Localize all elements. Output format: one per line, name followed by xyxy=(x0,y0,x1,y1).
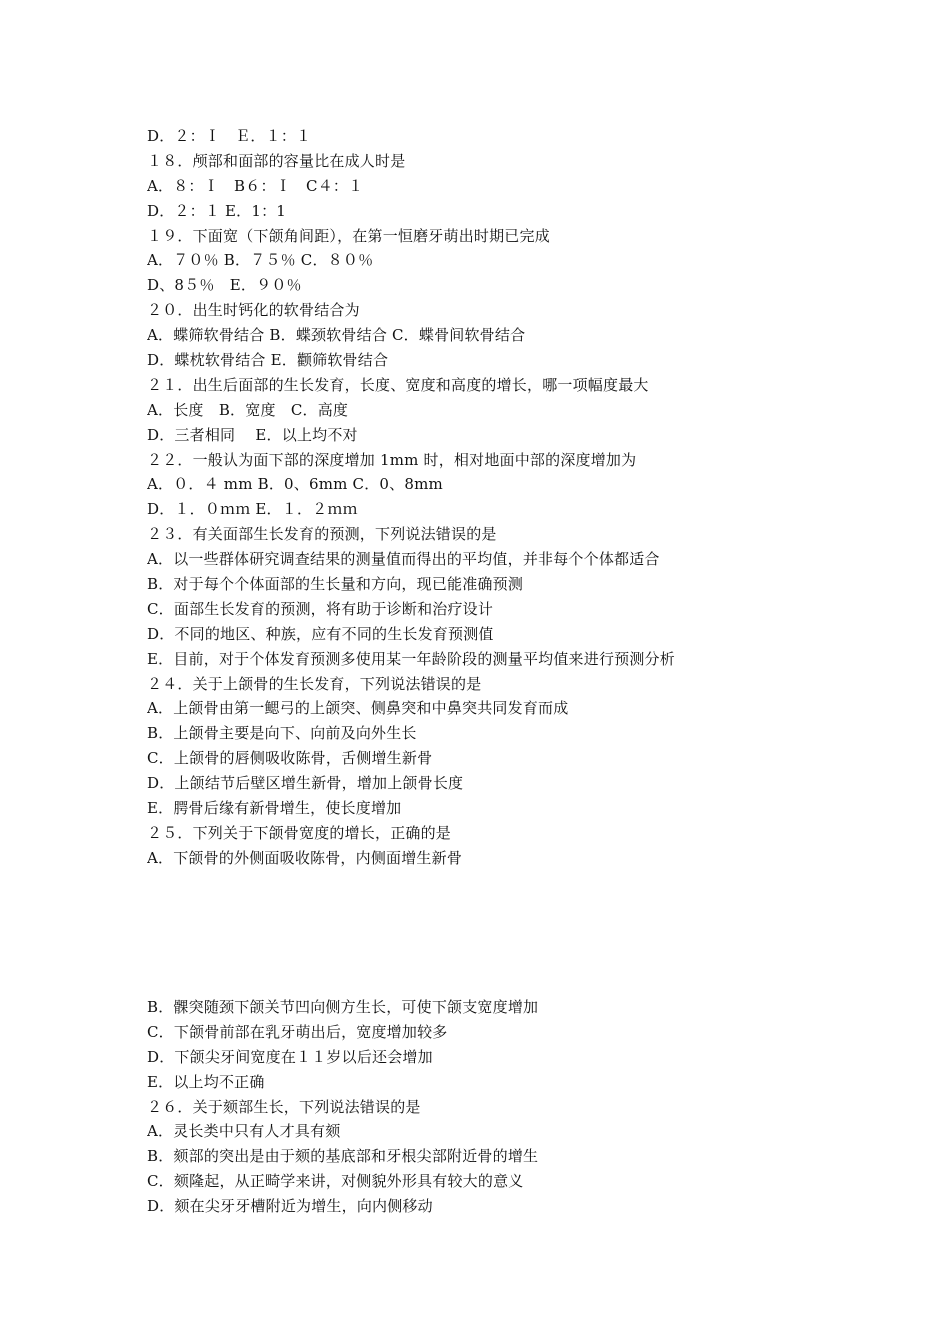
text-line: C．下颌骨前部在乳牙萌出后，宽度增加较多 xyxy=(147,1022,448,1041)
text-line: A．以一些群体研究调查结果的测量值而得出的平均值，并非每个个体都适合 xyxy=(147,550,660,569)
question-23: ２３．有关面部生长发育的预测，下列说法错误的是 xyxy=(147,525,497,544)
text-line: C．上颌骨的唇侧吸收陈骨，舌侧增生新骨 xyxy=(147,749,433,768)
text-line: A．８：Ｉ B６：Ｉ C４：１ xyxy=(147,176,364,195)
text-line: D．２：１ E．1：1 xyxy=(147,201,287,220)
text-line: A．０．４ mm B．0、6mm C．0、8mm xyxy=(147,475,443,494)
text-line: A．蝶筛软骨结合 B．蝶颈软骨结合 C．蝶骨间软骨结合 xyxy=(147,326,526,345)
question-22: ２２．一般认为面下部的深度增加 1mm 时，相对地面中部的深度增加为 xyxy=(147,450,637,469)
text-line: A．７０％ B．７５％ C．８０％ xyxy=(147,251,374,270)
text-line: A．灵长类中只有人才具有颏 xyxy=(147,1122,341,1141)
text-line: C．颏隆起，从正畸学来讲，对侧貌外形具有较大的意义 xyxy=(147,1172,524,1191)
text-line: D．２：Ｉ Ｅ．１：１ xyxy=(147,127,312,145)
question-26: ２６．关于颏部生长，下列说法错误的是 xyxy=(147,1097,421,1116)
text-line: E．腭骨后缘有新骨增生，使长度增加 xyxy=(147,799,402,818)
text-line: E．目前，对于个体发育预测多使用某一年龄阶段的测量平均值来进行预测分析 xyxy=(147,649,675,668)
text-line: A．长度 B．宽度 C．高度 xyxy=(147,400,349,419)
text-line: E．以上均不正确 xyxy=(147,1072,265,1091)
text-line: D．颏在尖牙牙槽附近为增生，向内侧移动 xyxy=(147,1197,433,1216)
text-line: B．上颌骨主要是向下、向前及向外生长 xyxy=(147,724,417,743)
text-line: D．不同的地区、种族，应有不同的生长发育预测值 xyxy=(147,624,494,643)
question-25: ２５．下列关于下颌骨宽度的增长，正确的是 xyxy=(147,823,452,842)
text-line: D．下颌尖牙间宽度在１１岁以后还会增加 xyxy=(147,1047,433,1066)
text-line: D．上颌结节后壁区增生新骨，增加上颌骨长度 xyxy=(147,774,464,793)
text-line: D．三者相同 E．以上均不对 xyxy=(147,425,358,444)
text-line: D、8５％ E．９０％ xyxy=(147,276,302,295)
text-line: B．髁突随颈下颌关节凹向侧方生长，可使下颌支宽度增加 xyxy=(147,998,539,1016)
question-21: ２１．出生后面部的生长发育，长度、宽度和高度的增长，哪一项幅度最大 xyxy=(147,375,649,394)
text-line: D．１．０ｍｍ E．１．２ｍｍ xyxy=(147,500,358,519)
text-line: A．上颌骨由第一鳃弓的上颌突、侧鼻突和中鼻突共同发育而成 xyxy=(147,699,569,718)
text-line: B．对于每个个体面部的生长量和方向，现已能准确预测 xyxy=(147,575,524,594)
question-24: ２４．关于上颌骨的生长发育，下列说法错误的是 xyxy=(147,674,482,693)
text-block-lower xyxy=(147,995,867,1219)
question-19: １９．下面宽（下颌角间距），在第一恒磨牙萌出时期已完成 xyxy=(147,226,550,245)
text-line: C．面部生长发育的预测，将有助于诊断和治疗设计 xyxy=(147,599,494,618)
text-line: A．下颌骨的外侧面吸收陈骨，内侧面增生新骨 xyxy=(147,848,463,867)
text-block-upper xyxy=(147,124,867,871)
question-18: １８．颅部和面部的容量比在成人时是 xyxy=(147,151,406,170)
text-line: B．颏部的突出是由于颏的基底部和牙根尖部附近骨的增生 xyxy=(147,1147,539,1166)
text-line: D．蝶枕软骨结合 E．颧筛软骨结合 xyxy=(147,351,389,370)
question-20: ２０．出生时钙化的软骨结合为 xyxy=(147,301,360,320)
